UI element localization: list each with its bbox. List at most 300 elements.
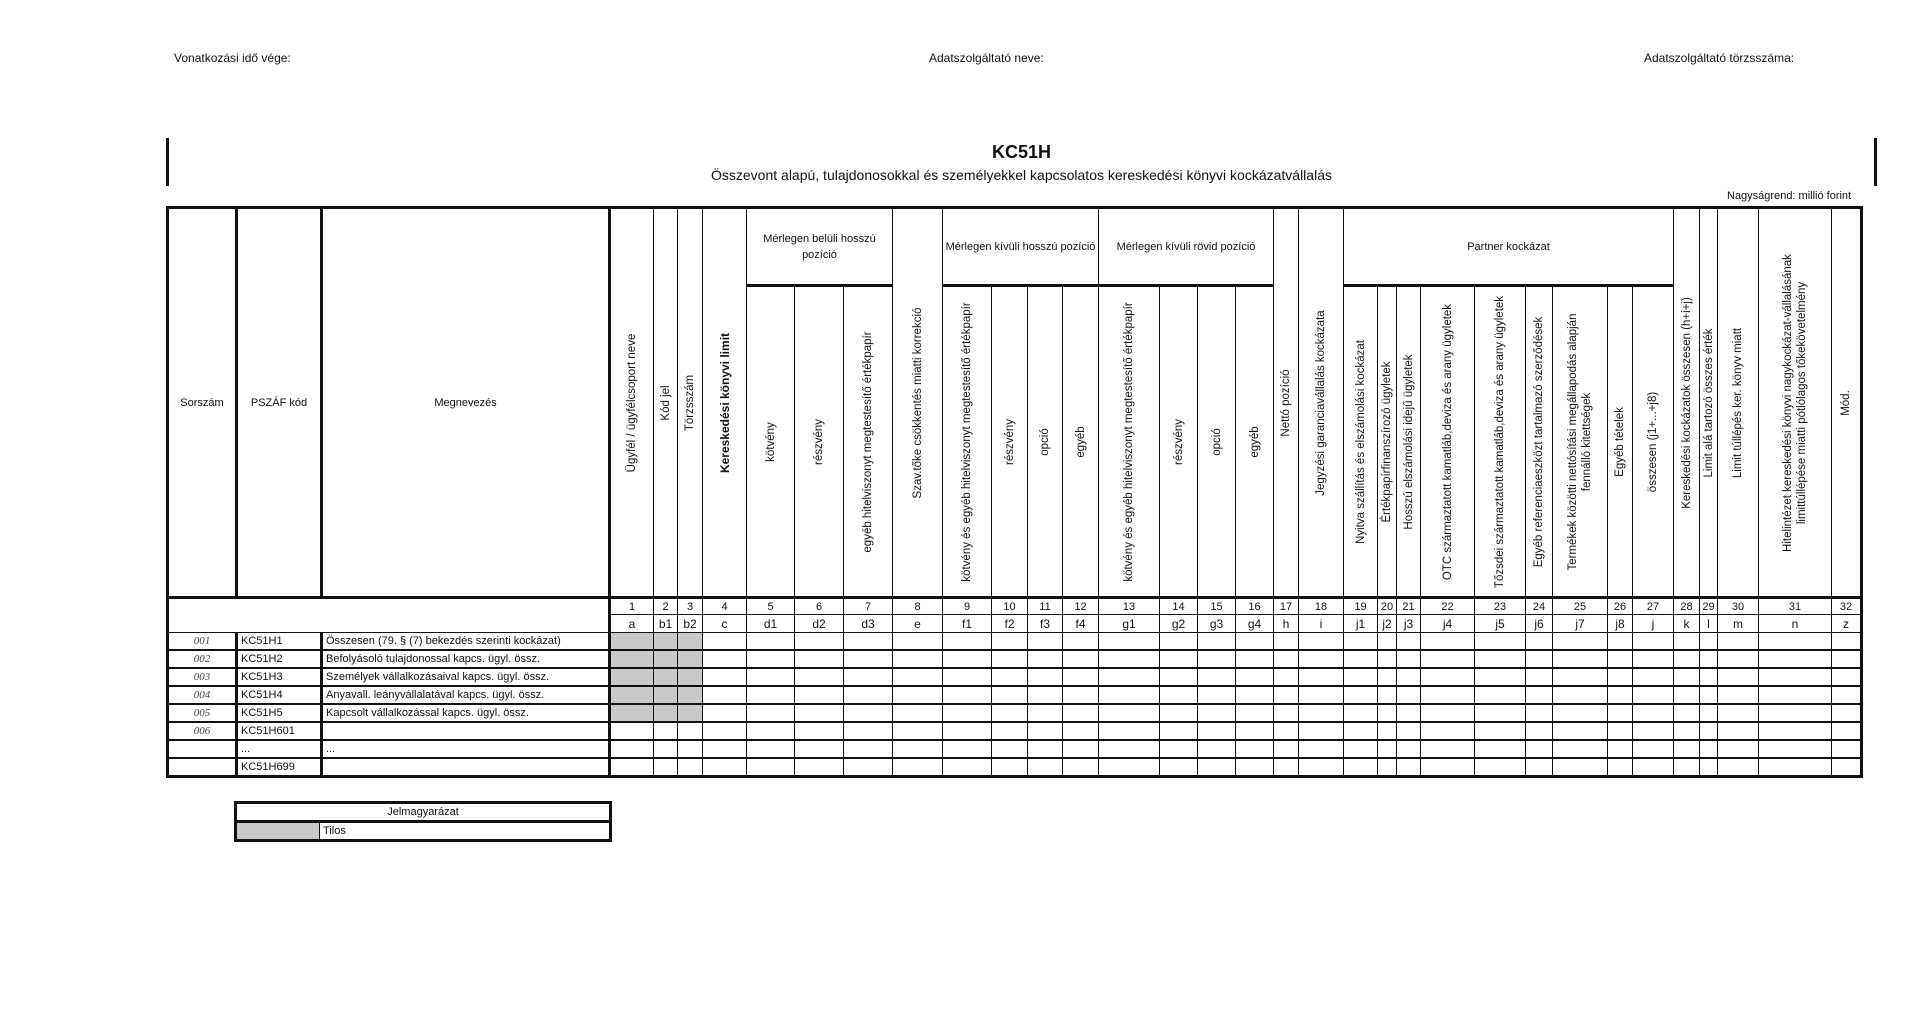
- data-cell[interactable]: [844, 704, 893, 722]
- data-cell[interactable]: [1344, 722, 1378, 740]
- data-cell[interactable]: [1674, 650, 1700, 668]
- data-cell[interactable]: [1378, 758, 1397, 777]
- data-cell[interactable]: [1198, 740, 1236, 758]
- data-cell[interactable]: [1718, 650, 1759, 668]
- data-cell[interactable]: [1700, 758, 1718, 777]
- data-cell[interactable]: [1674, 704, 1700, 722]
- report-code: KC51H: [991, 142, 1052, 162]
- data-cell[interactable]: [1028, 704, 1063, 722]
- data-cell[interactable]: [1553, 722, 1608, 740]
- data-cell[interactable]: [1063, 686, 1099, 704]
- data-cell[interactable]: [703, 633, 747, 651]
- data-cell[interactable]: [747, 668, 795, 686]
- data-cell[interactable]: [1608, 704, 1633, 722]
- data-cell[interactable]: [1198, 704, 1236, 722]
- data-cell[interactable]: [795, 633, 844, 651]
- data-cell[interactable]: [1700, 704, 1718, 722]
- data-cell[interactable]: [1160, 686, 1198, 704]
- data-cell[interactable]: [1718, 686, 1759, 704]
- data-cell[interactable]: [1553, 650, 1608, 668]
- data-cell[interactable]: [1421, 740, 1475, 758]
- data-cell[interactable]: [1028, 686, 1063, 704]
- data-cell[interactable]: [943, 704, 992, 722]
- data-cell[interactable]: [992, 633, 1028, 651]
- data-cell[interactable]: [1553, 704, 1608, 722]
- legend-title: Jelmagyarázat: [236, 803, 611, 822]
- data-cell[interactable]: [844, 758, 893, 777]
- data-cell[interactable]: [1674, 686, 1700, 704]
- data-cell[interactable]: [893, 704, 943, 722]
- provider-name-label: Adatszolgáltató neve:: [929, 51, 1044, 65]
- legend-swatch-forbidden: [236, 822, 320, 841]
- data-cell[interactable]: [1274, 650, 1299, 668]
- data-cell[interactable]: [1397, 722, 1421, 740]
- data-cell[interactable]: [943, 668, 992, 686]
- data-cell[interactable]: [1397, 668, 1421, 686]
- col-header-30: Limit túllépés ker. könyv miatt: [1718, 208, 1759, 598]
- data-cell[interactable]: [1378, 668, 1397, 686]
- data-cell[interactable]: [1344, 704, 1378, 722]
- data-cell[interactable]: [678, 740, 703, 758]
- data-cell[interactable]: [1274, 704, 1299, 722]
- data-cell[interactable]: [1344, 686, 1378, 704]
- data-cell[interactable]: [1344, 650, 1378, 668]
- data-cell[interactable]: [747, 650, 795, 668]
- data-cell[interactable]: [610, 758, 654, 777]
- data-cell[interactable]: [1099, 740, 1160, 758]
- col-letter-n: n: [1759, 615, 1832, 633]
- row-code: KC51H5: [237, 704, 322, 722]
- data-cell[interactable]: [1421, 758, 1475, 777]
- data-cell[interactable]: [1674, 633, 1700, 651]
- data-cell[interactable]: [1608, 650, 1633, 668]
- data-cell[interactable]: [678, 758, 703, 777]
- data-cell[interactable]: [1198, 650, 1236, 668]
- data-cell[interactable]: [1397, 650, 1421, 668]
- data-cell[interactable]: [703, 650, 747, 668]
- data-cell[interactable]: [1718, 740, 1759, 758]
- report-table: [166, 206, 1863, 778]
- data-cell[interactable]: [1160, 668, 1198, 686]
- data-cell[interactable]: [1608, 668, 1633, 686]
- data-cell[interactable]: [1063, 722, 1099, 740]
- data-cell[interactable]: [747, 633, 795, 651]
- col-number-29: 29: [1700, 598, 1718, 615]
- data-cell[interactable]: [893, 633, 943, 651]
- data-cell[interactable]: [1718, 633, 1759, 651]
- data-cell[interactable]: [1344, 633, 1378, 651]
- data-cell[interactable]: [1378, 650, 1397, 668]
- data-cell[interactable]: [1236, 740, 1274, 758]
- legend-label-forbidden: Tilos: [320, 822, 611, 841]
- data-cell[interactable]: [703, 704, 747, 722]
- report-title-bar: [166, 138, 1877, 186]
- data-cell[interactable]: [747, 758, 795, 777]
- data-cell[interactable]: [1718, 758, 1759, 777]
- data-cell[interactable]: [610, 722, 654, 740]
- data-cell[interactable]: [844, 633, 893, 651]
- row-number: 005: [168, 704, 237, 722]
- data-cell[interactable]: [1160, 704, 1198, 722]
- data-cell[interactable]: [1553, 633, 1608, 651]
- data-cell[interactable]: [1274, 686, 1299, 704]
- data-cell[interactable]: [1553, 686, 1608, 704]
- header-megnevezes: Megnevezés: [322, 208, 610, 598]
- data-cell[interactable]: [943, 758, 992, 777]
- data-cell[interactable]: [1526, 722, 1553, 740]
- data-cell[interactable]: [893, 722, 943, 740]
- data-cell[interactable]: [1397, 633, 1421, 651]
- data-cell[interactable]: [992, 686, 1028, 704]
- row-name: Anyavall. leányvállalatával kapcs. ügyl. össz.: [322, 686, 610, 704]
- data-cell[interactable]: [1475, 758, 1526, 777]
- data-cell[interactable]: [1421, 633, 1475, 651]
- data-cell[interactable]: [1633, 704, 1674, 722]
- data-cell[interactable]: [1344, 740, 1378, 758]
- data-cell[interactable]: [1633, 633, 1674, 651]
- col-number-19: 19: [1344, 598, 1378, 615]
- col-letter-g2: g2: [1160, 615, 1198, 633]
- data-cell[interactable]: [1759, 722, 1832, 740]
- data-cell[interactable]: [795, 686, 844, 704]
- data-cell[interactable]: [893, 668, 943, 686]
- table-row: [168, 650, 1862, 668]
- data-cell[interactable]: [654, 758, 678, 777]
- data-cell[interactable]: [1236, 650, 1274, 668]
- data-cell[interactable]: [893, 740, 943, 758]
- data-cell[interactable]: [1397, 704, 1421, 722]
- col-header-20: Értékpapírfinanszírozó ügyletek: [1378, 286, 1397, 598]
- data-cell[interactable]: [1475, 650, 1526, 668]
- data-cell[interactable]: [1299, 722, 1344, 740]
- data-cell[interactable]: [1832, 633, 1862, 651]
- col-letter-z: z: [1832, 615, 1862, 633]
- col-header-2: Kód jel: [654, 208, 678, 598]
- col-header-23: Tőzsdei származtatott kamatláb,deviza és arany ügyletek: [1475, 286, 1526, 598]
- col-number-20: 20: [1378, 598, 1397, 615]
- data-cell[interactable]: [1553, 758, 1608, 777]
- data-cell[interactable]: [1633, 758, 1674, 777]
- data-cell[interactable]: [943, 633, 992, 651]
- data-cell[interactable]: [1421, 686, 1475, 704]
- data-cell[interactable]: [1526, 668, 1553, 686]
- data-cell[interactable]: [703, 722, 747, 740]
- data-cell[interactable]: [1378, 686, 1397, 704]
- data-cell[interactable]: [844, 686, 893, 704]
- col-header-4: Kereskedési könyvi limit: [703, 208, 747, 598]
- col-number-1: 1: [610, 598, 654, 615]
- data-cell[interactable]: [1299, 686, 1344, 704]
- data-cell[interactable]: [1236, 633, 1274, 651]
- data-cell[interactable]: [1674, 668, 1700, 686]
- data-cell[interactable]: [1099, 650, 1160, 668]
- data-cell[interactable]: [943, 722, 992, 740]
- data-cell[interactable]: [1160, 740, 1198, 758]
- data-cell[interactable]: [654, 722, 678, 740]
- data-cell[interactable]: [1378, 722, 1397, 740]
- data-cell[interactable]: [1700, 650, 1718, 668]
- data-cell[interactable]: [1236, 704, 1274, 722]
- data-cell[interactable]: [1274, 740, 1299, 758]
- data-cell[interactable]: [1633, 668, 1674, 686]
- row-code: KC51H1: [237, 633, 322, 651]
- data-cell[interactable]: [1397, 686, 1421, 704]
- data-cell[interactable]: [1700, 722, 1718, 740]
- data-cell[interactable]: [1832, 704, 1862, 722]
- data-cell[interactable]: [703, 758, 747, 777]
- data-cell[interactable]: [1759, 758, 1832, 777]
- data-cell[interactable]: [1553, 668, 1608, 686]
- data-cell[interactable]: [1674, 740, 1700, 758]
- data-cell[interactable]: [992, 704, 1028, 722]
- table-row: [168, 668, 1862, 686]
- col-number-22: 22: [1421, 598, 1475, 615]
- data-cell[interactable]: [1421, 668, 1475, 686]
- data-cell[interactable]: [1759, 740, 1832, 758]
- data-cell[interactable]: [1299, 668, 1344, 686]
- data-cell[interactable]: [795, 758, 844, 777]
- data-cell[interactable]: [1526, 758, 1553, 777]
- data-cell[interactable]: [1397, 740, 1421, 758]
- row-code: KC51H699: [237, 758, 322, 777]
- data-cell[interactable]: [1063, 668, 1099, 686]
- data-cell[interactable]: [1099, 722, 1160, 740]
- data-cell[interactable]: [703, 686, 747, 704]
- data-cell[interactable]: [1160, 758, 1198, 777]
- data-cell[interactable]: [1274, 722, 1299, 740]
- col-header-19: Nyitva szállítás és elszámolási kockázat: [1344, 286, 1378, 598]
- data-cell[interactable]: [747, 686, 795, 704]
- data-cell[interactable]: [1236, 722, 1274, 740]
- data-cell[interactable]: [1028, 740, 1063, 758]
- data-cell[interactable]: [1274, 668, 1299, 686]
- data-cell[interactable]: [1475, 722, 1526, 740]
- data-cell[interactable]: [1421, 650, 1475, 668]
- data-cell[interactable]: [1274, 758, 1299, 777]
- data-cell[interactable]: [992, 668, 1028, 686]
- data-cell[interactable]: [1198, 633, 1236, 651]
- data-cell[interactable]: [1378, 704, 1397, 722]
- data-cell[interactable]: [1718, 704, 1759, 722]
- data-cell[interactable]: [1608, 633, 1633, 651]
- table-row: [168, 686, 1862, 704]
- col-header-28: Kereskedési kockázatok összesen (h+i+j): [1674, 208, 1700, 598]
- data-cell[interactable]: [1421, 722, 1475, 740]
- row-code: KC51H2: [237, 650, 322, 668]
- col-letter-h: h: [1274, 615, 1299, 633]
- row-code: KC51H3: [237, 668, 322, 686]
- data-cell[interactable]: [1344, 668, 1378, 686]
- data-cell[interactable]: [943, 650, 992, 668]
- data-cell[interactable]: [1674, 722, 1700, 740]
- data-cell[interactable]: [795, 704, 844, 722]
- data-cell[interactable]: [1759, 704, 1832, 722]
- data-cell[interactable]: [1063, 633, 1099, 651]
- data-cell[interactable]: [1832, 758, 1862, 777]
- data-cell[interactable]: [1274, 633, 1299, 651]
- data-cell[interactable]: [992, 740, 1028, 758]
- data-cell[interactable]: [1236, 668, 1274, 686]
- data-cell[interactable]: [1718, 668, 1759, 686]
- data-cell[interactable]: [1236, 686, 1274, 704]
- data-cell[interactable]: [1299, 633, 1344, 651]
- data-cell[interactable]: [1198, 722, 1236, 740]
- data-cell[interactable]: [1700, 740, 1718, 758]
- data-cell[interactable]: [1198, 686, 1236, 704]
- data-cell[interactable]: [1700, 633, 1718, 651]
- data-cell[interactable]: [1198, 668, 1236, 686]
- col-letter-b1: b1: [654, 615, 678, 633]
- data-cell[interactable]: [795, 740, 844, 758]
- col-number-31: 31: [1759, 598, 1832, 615]
- data-cell[interactable]: [1475, 740, 1526, 758]
- data-cell[interactable]: [844, 722, 893, 740]
- data-cell[interactable]: [1299, 740, 1344, 758]
- data-cell[interactable]: [1832, 686, 1862, 704]
- data-cell[interactable]: [1475, 668, 1526, 686]
- data-cell[interactable]: [1526, 650, 1553, 668]
- col-number-30: 30: [1718, 598, 1759, 615]
- data-cell[interactable]: [1700, 686, 1718, 704]
- data-cell[interactable]: [795, 650, 844, 668]
- data-cell[interactable]: [1674, 758, 1700, 777]
- col-letter-j6: j6: [1526, 615, 1553, 633]
- group-merlegen-beluli: Mérlegen belüli hosszú pozíció: [747, 208, 893, 286]
- data-cell[interactable]: [844, 668, 893, 686]
- data-cell[interactable]: [1608, 740, 1633, 758]
- forbidden-cell: [654, 668, 678, 686]
- data-cell[interactable]: [1028, 633, 1063, 651]
- data-cell[interactable]: [893, 758, 943, 777]
- data-cell[interactable]: [1553, 740, 1608, 758]
- data-cell[interactable]: [1378, 740, 1397, 758]
- data-cell[interactable]: [1832, 722, 1862, 740]
- col-number-28: 28: [1674, 598, 1700, 615]
- row-name: [322, 722, 610, 740]
- data-cell[interactable]: [1608, 686, 1633, 704]
- data-cell[interactable]: [1299, 650, 1344, 668]
- data-cell[interactable]: [1700, 668, 1718, 686]
- data-cell[interactable]: [943, 740, 992, 758]
- data-cell[interactable]: [1475, 704, 1526, 722]
- data-cell[interactable]: [1526, 740, 1553, 758]
- data-cell[interactable]: [1063, 704, 1099, 722]
- data-cell[interactable]: [1099, 704, 1160, 722]
- col-header-5: kötvény: [747, 286, 795, 598]
- data-cell[interactable]: [1421, 704, 1475, 722]
- data-cell[interactable]: [1759, 650, 1832, 668]
- data-cell[interactable]: [1028, 758, 1063, 777]
- data-cell[interactable]: [1099, 686, 1160, 704]
- data-cell[interactable]: [1633, 650, 1674, 668]
- data-cell[interactable]: [1160, 633, 1198, 651]
- col-header-9: kötvény és egyéb hitelviszonyt megtestesítő értékpapír: [943, 286, 992, 598]
- data-cell[interactable]: [1063, 740, 1099, 758]
- data-cell[interactable]: [795, 722, 844, 740]
- data-cell[interactable]: [747, 704, 795, 722]
- data-cell[interactable]: [1160, 722, 1198, 740]
- col-header-15: opció: [1198, 286, 1236, 598]
- col-header-27: összesen (j1+...+j8): [1633, 286, 1674, 598]
- col-number-26: 26: [1608, 598, 1633, 615]
- forbidden-cell: [654, 686, 678, 704]
- table-row: [168, 633, 1862, 651]
- data-cell[interactable]: [943, 686, 992, 704]
- col-letter-d3: d3: [844, 615, 893, 633]
- data-cell[interactable]: [1299, 704, 1344, 722]
- col-letter-c: c: [703, 615, 747, 633]
- data-cell[interactable]: [1608, 758, 1633, 777]
- data-cell[interactable]: [1028, 650, 1063, 668]
- data-cell[interactable]: [1028, 668, 1063, 686]
- data-cell[interactable]: [678, 722, 703, 740]
- data-cell[interactable]: [703, 668, 747, 686]
- data-cell[interactable]: [1832, 650, 1862, 668]
- row-code: ...: [237, 740, 322, 758]
- data-cell[interactable]: [1832, 740, 1862, 758]
- data-cell[interactable]: [1028, 722, 1063, 740]
- data-cell[interactable]: [703, 740, 747, 758]
- data-cell[interactable]: [1608, 722, 1633, 740]
- data-cell[interactable]: [1378, 633, 1397, 651]
- data-cell[interactable]: [1299, 758, 1344, 777]
- data-cell[interactable]: [1526, 704, 1553, 722]
- data-cell[interactable]: [844, 740, 893, 758]
- data-cell[interactable]: [1759, 668, 1832, 686]
- data-cell[interactable]: [1063, 758, 1099, 777]
- data-cell[interactable]: [1633, 686, 1674, 704]
- data-cell[interactable]: [1526, 633, 1553, 651]
- row-name: Kapcsolt vállalkozással kapcs. ügyl. össz.: [322, 704, 610, 722]
- data-cell[interactable]: [1633, 740, 1674, 758]
- data-cell[interactable]: [1236, 758, 1274, 777]
- data-cell[interactable]: [654, 740, 678, 758]
- data-cell[interactable]: [1063, 650, 1099, 668]
- col-header-18: Jegyzési garanciavállalás kockázata: [1299, 208, 1344, 598]
- data-cell[interactable]: [1718, 722, 1759, 740]
- col-header-21: Hosszú elszámolási idejű ügyletek: [1397, 286, 1421, 598]
- data-cell[interactable]: [1397, 758, 1421, 777]
- data-cell[interactable]: [1344, 758, 1378, 777]
- col-number-21: 21: [1397, 598, 1421, 615]
- col-header-32: Mód.: [1832, 208, 1862, 598]
- data-cell[interactable]: [1633, 722, 1674, 740]
- data-cell[interactable]: [992, 650, 1028, 668]
- data-cell[interactable]: [1759, 686, 1832, 704]
- data-cell[interactable]: [610, 740, 654, 758]
- data-cell[interactable]: [992, 722, 1028, 740]
- data-cell[interactable]: [1526, 686, 1553, 704]
- data-cell[interactable]: [1198, 758, 1236, 777]
- data-cell[interactable]: [747, 722, 795, 740]
- data-cell[interactable]: [1475, 633, 1526, 651]
- data-cell[interactable]: [1160, 650, 1198, 668]
- col-header-3: Törzsszám: [678, 208, 703, 598]
- data-cell[interactable]: [893, 650, 943, 668]
- data-cell[interactable]: [1475, 686, 1526, 704]
- data-cell[interactable]: [844, 650, 893, 668]
- data-cell[interactable]: [795, 668, 844, 686]
- data-cell[interactable]: [893, 686, 943, 704]
- data-cell[interactable]: [1099, 758, 1160, 777]
- data-cell[interactable]: [1099, 633, 1160, 651]
- data-cell[interactable]: [1832, 668, 1862, 686]
- data-cell[interactable]: [1759, 633, 1832, 651]
- data-cell[interactable]: [747, 740, 795, 758]
- data-cell[interactable]: [1099, 668, 1160, 686]
- col-header-22: OTC származtatott kamatláb,deviza és arany ügyletek: [1421, 286, 1475, 598]
- data-cell[interactable]: [992, 758, 1028, 777]
